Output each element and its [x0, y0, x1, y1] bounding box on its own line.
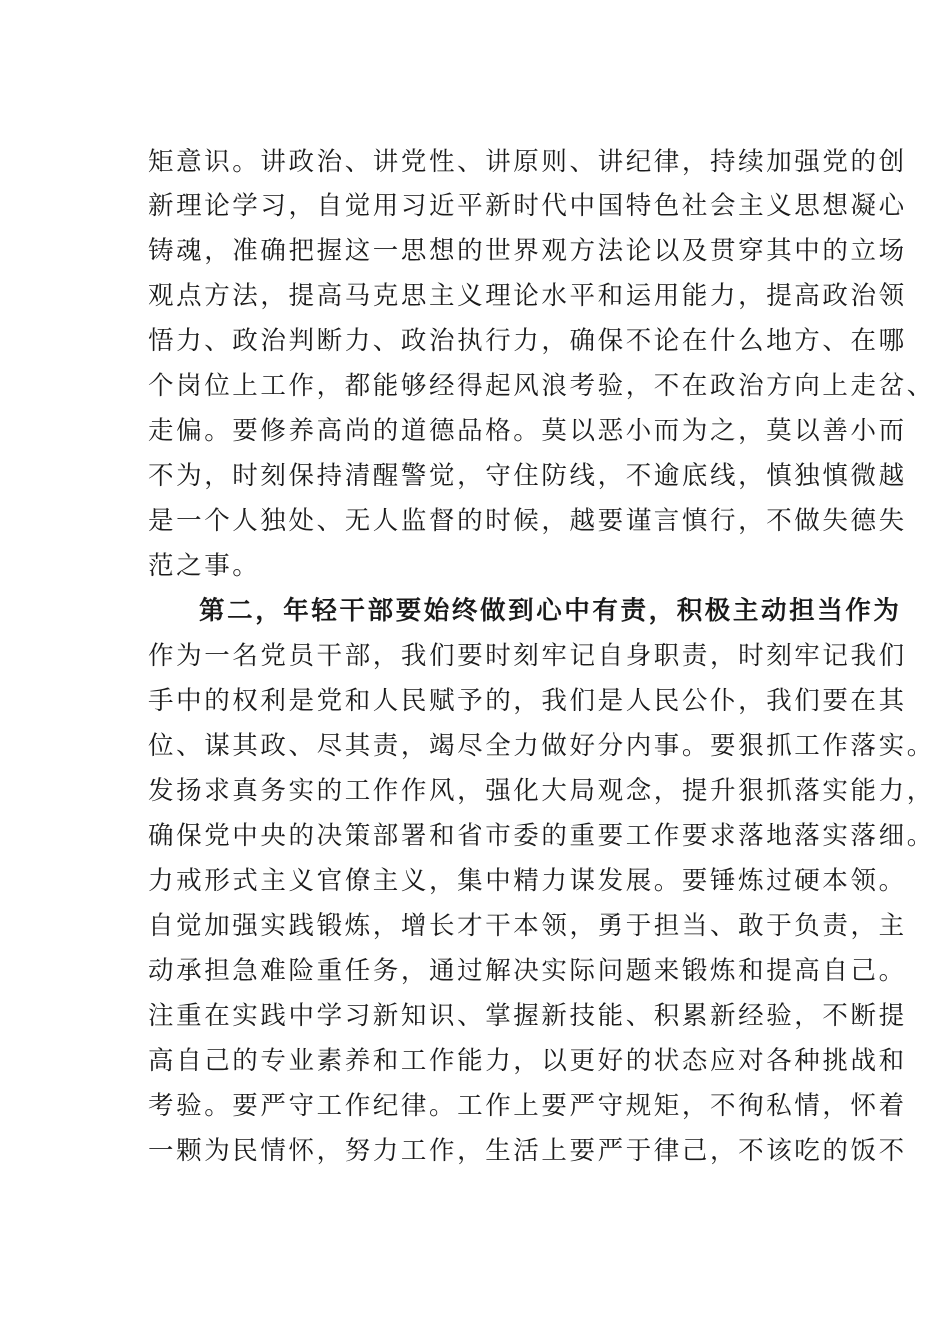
- paragraph-line: 不为，时刻保持清醒警觉，守住防线，不逾底线，慎独慎微越: [148, 461, 907, 491]
- paragraph-line: 动承担急难险重任务，通过解决实际问题来锻炼和提高自己。: [148, 956, 907, 986]
- paragraph-line: 发扬求真务实的工作作风，强化大局观念，提升狠抓落实能力，: [148, 776, 935, 806]
- paragraph-line: 是一个人独处、无人监督的时候，越要谨言慎行，不做失德失: [148, 506, 907, 536]
- paragraph-line: 考验。要严守工作纪律。工作上要严守规矩，不徇私情，怀着: [148, 1091, 907, 1121]
- paragraph-line: 注重在实践中学习新知识、掌握新技能、积累新经验，不断提: [148, 1001, 907, 1031]
- paragraph-line: 个岗位上工作，都能够经得起风浪考验，不在政治方向上走岔、: [148, 371, 935, 401]
- paragraph-line: 新理论学习，自觉用习近平新时代中国特色社会主义思想凝心: [148, 191, 907, 221]
- paragraph-line: 位、谋其政、尽其责，竭尽全力做好分内事。要狠抓工作落实。: [148, 731, 935, 761]
- paragraph-line: 高自己的专业素养和工作能力，以更好的状态应对各种挑战和: [148, 1046, 907, 1076]
- paragraph-line: 走偏。要修养高尚的道德品格。莫以恶小而为之，莫以善小而: [148, 416, 907, 446]
- paragraph-line: 确保党中央的决策部署和省市委的重要工作要求落地落实落细。: [148, 821, 935, 851]
- paragraph-line: 观点方法，提高马克思主义理论水平和运用能力，提高政治领: [148, 281, 907, 311]
- paragraph-line: 范之事。: [148, 551, 261, 581]
- section-heading: 第二，年轻干部要始终做到心中有责，积极主动担当作为: [199, 596, 902, 626]
- paragraph-line: 悟力、政治判断力、政治执行力，确保不论在什么地方、在哪: [148, 326, 907, 356]
- paragraph-line: 一颗为民情怀，努力工作，生活上要严于律己，不该吃的饭不: [148, 1136, 907, 1166]
- paragraph-line: 手中的权利是党和人民赋予的，我们是人民公仆，我们要在其: [148, 686, 907, 716]
- paragraph-line: 矩意识。讲政治、讲党性、讲原则、讲纪律，持续加强党的创: [148, 147, 907, 177]
- paragraph-line: 自觉加强实践锻炼，增长才干本领，勇于担当、敢于负责，主: [148, 911, 907, 941]
- paragraph-line: 力戒形式主义官僚主义，集中精力谋发展。要锤炼过硬本领。: [148, 866, 907, 896]
- paragraph-line: 作为一名党员干部，我们要时刻牢记自身职责，时刻牢记我们: [148, 641, 907, 671]
- paragraph-line: 铸魂，准确把握这一思想的世界观方法论以及贯穿其中的立场: [148, 236, 907, 266]
